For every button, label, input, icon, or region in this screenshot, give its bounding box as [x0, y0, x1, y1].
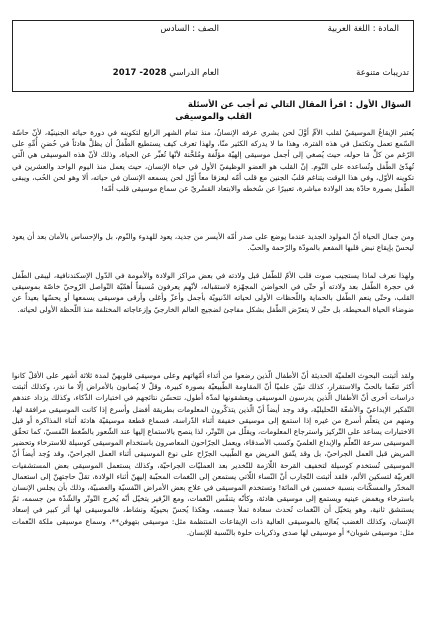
- article-paragraph-1: يُعتبر الإيقاعُ الموسيقيُ لقلب الأمِّ أوَّلَ لحن بشري عرفه الإنسانُ، منذ تمام الشهر الرابع لتكوينه في دورة حياته الجنينيّة، لأنّ حاسّة السّمع تعمل وتكتمل في هذه الفترة، وهذا ما لا يدركه الكثير منّا، ولهذا تعرف كيف يستطيع الطّفلُ أن يظلَّ هادئاً في حُضنِ أُمِّهِ على الرّغم من كلِّ مَا حوله، حيث يُصغي إلى أجمل موسيقى إلهيّة مؤلّفة ومُلحَّنة لأنّها تُعبِّر عن الحياة، وذلك لأنّ هذه الموسيقى هي الّتي تُهدّئ الطّفل وتُساعده على النّوم. إنّ القلب هو العضو الوظيفيّ الأول في حياة الإنسان، حيث يعمل منذ اليوم الواحد والعشرين في تكوينه الأوّل، وفي هذا الوقت يتناغم قلبُ الجنين مع قلب أمّه ليعزفا معاً أوّل لحن يسمعه الإنسان في حياته، ألا وهو لحن الحُب، ويبقى الطّفل بصورة حادّة بعد الولادة مباشرة، تعبيرًا عن سُخطه والابتعاد القسْريّ عن سماع موسيقى قلب أمّه!: [12, 128, 414, 194]
- subject-label: المادة : اللغة العربية: [327, 24, 399, 34]
- article-title: القلب والموسيقى: [175, 112, 252, 122]
- exercise-type-label: تدريبات متنوعة: [356, 68, 409, 78]
- article-paragraph-3: ولهذا نعرف لماذا يستجيب صوت قلب الأمّ للطّفل قبل ولادته في بعض مراكز الولادة والأمومة في الدّول الإسكندنافية، ليبقى الطّفل في حجرة الطّفل بعد ولادته أو حتّى في الحواضن المجهّزة لاستقباله، لأنّهم يعرفون مُسبقاً أهمّيّة التّواصل الرّوحيّ خاصّة بموسيقى القلب، وحتّى ينعم الطّفل بالحماية واللّحظات الأولى لحياته الدّنيويّة بأجمل وأعزّ وأغلى وأرقى موسيقى يسمعها أو يحسّها بعيداً عن ضوضاء الحياة المحيطة، بل حتّى لا يتعرّض الطّفل بشكل مفاجئ لضجيج العالم الخارجيّ وإزعاجاته المختلفة منذ اللّحظة الأولى لحياته.: [12, 271, 414, 314]
- question-title: السؤال الأول : اقرأ المقال التالي ثم أجب عن الأسئلة: [187, 100, 411, 110]
- article-paragraph-4: ولقد أثبتت البحوث العلميّة الحديثة أنّ الأطفال الّذين رضعوا من أثداء أمّهاتهم وعلى موسيقى قلوبهنّ لمدة ثلاثة أشهر على الأقلّ كانوا أكثر تنعّما بالحبّ والاستقرار، كذلك تبيّن علميّا أنّ المقاومة الطّبيعيّة بصورة كبيرة، وقلّ لا يُصابون بالأمراض إلّا ما ندر، وكذلك أثبتت دراسات أخرى أنّ الأطفال الّذين يدرسون الموسيقى ويعشقونها لمدّة أطول، تتحسّن نتائجهم في اختبارات الذّكاء، وكذلك يزداد عندهم التّفكير الإبداعيّ والأشعّة التّحليليّة، وقد وجد أيضاً أنّ الّذين يتذكّرون المعلومات بطريقة أفضل وأسرع إذا كانت الموسيقى مرافقة لها، ومنهم من يتعلّم أسرع من غيره إذا استمع إلى موسيقى خفيفة أثناء الدّراسة، فسماع قطعة موسيقيّة هادئة أثناء المذاكرة أو قبل الاختبارات يساعد على التّركيز واسترجاع المعلومات، ويقلّل من التّوتّر، لذا ينصح بالاستماع إليها عند الشّعور بالضّغط النّفسيّ، كما تحقّق الموسيقى سرعة التّعلّم والإبداع العلميّ وكسب الأصدقاء، ويعمل الجرّاحون المعاصرون باستخدام الموسيقى كوسيلة للاسترخاء وتحضير المريض قبل العمل الجراحيّ، بل وقد يتّفق المريض مع الطّبيب الجرّاح على نوع الموسيقى أثناء العمل الجراحيّ، وقد وُجد أيضاً أنّ الموسيقى تُستخدم كوسيلة لتخفيف القرحة اللّازمة للتّخدير بعد العمليّات الجراحيّة، وكذلك يستعمل الموسيقى بعض المستشفيات الغربيّة لتسكين الألم، فلقد أثبتت التّجارب أنّ النّساء اللّاتي يستمعن إلى النّغمات المحبّبة إليهنّ أثناء الولادة، تقلّ حاجتهنّ إلى استعمال المخدّر والمسكّنات بنسبة خمسين في المائة! وتستخدم الموسيقى في علاج بعض الأمراض النّفسيّة والعصبيّة، وذلك بأن يجلس الإنسان باسترخاء ويغمض عينيه ويستمع إلى موسيقى هادئة، وكأنّه يتنفّس النّغمات، ومع الزّفير يتخيّل أنّه يُخرج التّوتّر والشّدّة من جسمه، ثمّ يستنشق ثانية، وهو يتخيّل أن النّغمات تُحدث سعادة تملأ جسمه، وهكذا يُحسّ بحيويّة ونشاط، فالموسيقى لها أثر كبير في إسعاد الإنسان، وكذلك الغضب يُعالج بالموسيقى العالية ذات الإيقاعات المنتظمة مثل: موسيقى بتهوفن**، وسماع موسيقى ملكة النّغمات مثل: موسيقى شوبان* أو موسيقى لها صدى وذكريات حلوة بالنّسبة للإنسان.: [12, 371, 414, 537]
- school-year-label: العام الدراسي: [169, 68, 219, 78]
- school-year-value: 2017 -2028: [112, 68, 167, 78]
- school-year: [107, 68, 219, 78]
- article-paragraph-2: ومن جمال الحياة أنّ المولود الجديد عندما يوضع على صدر أمّه الأيسر من جديد، يعود للهدوء والنّوم، بل والإحساس بالأمان بعد أن يعود ليحسّ بإيقاع نبض قلبها المفعم بالمودّة والرّحمة والحبّ.: [12, 232, 414, 253]
- grade-label: الصف : السادس: [160, 24, 219, 34]
